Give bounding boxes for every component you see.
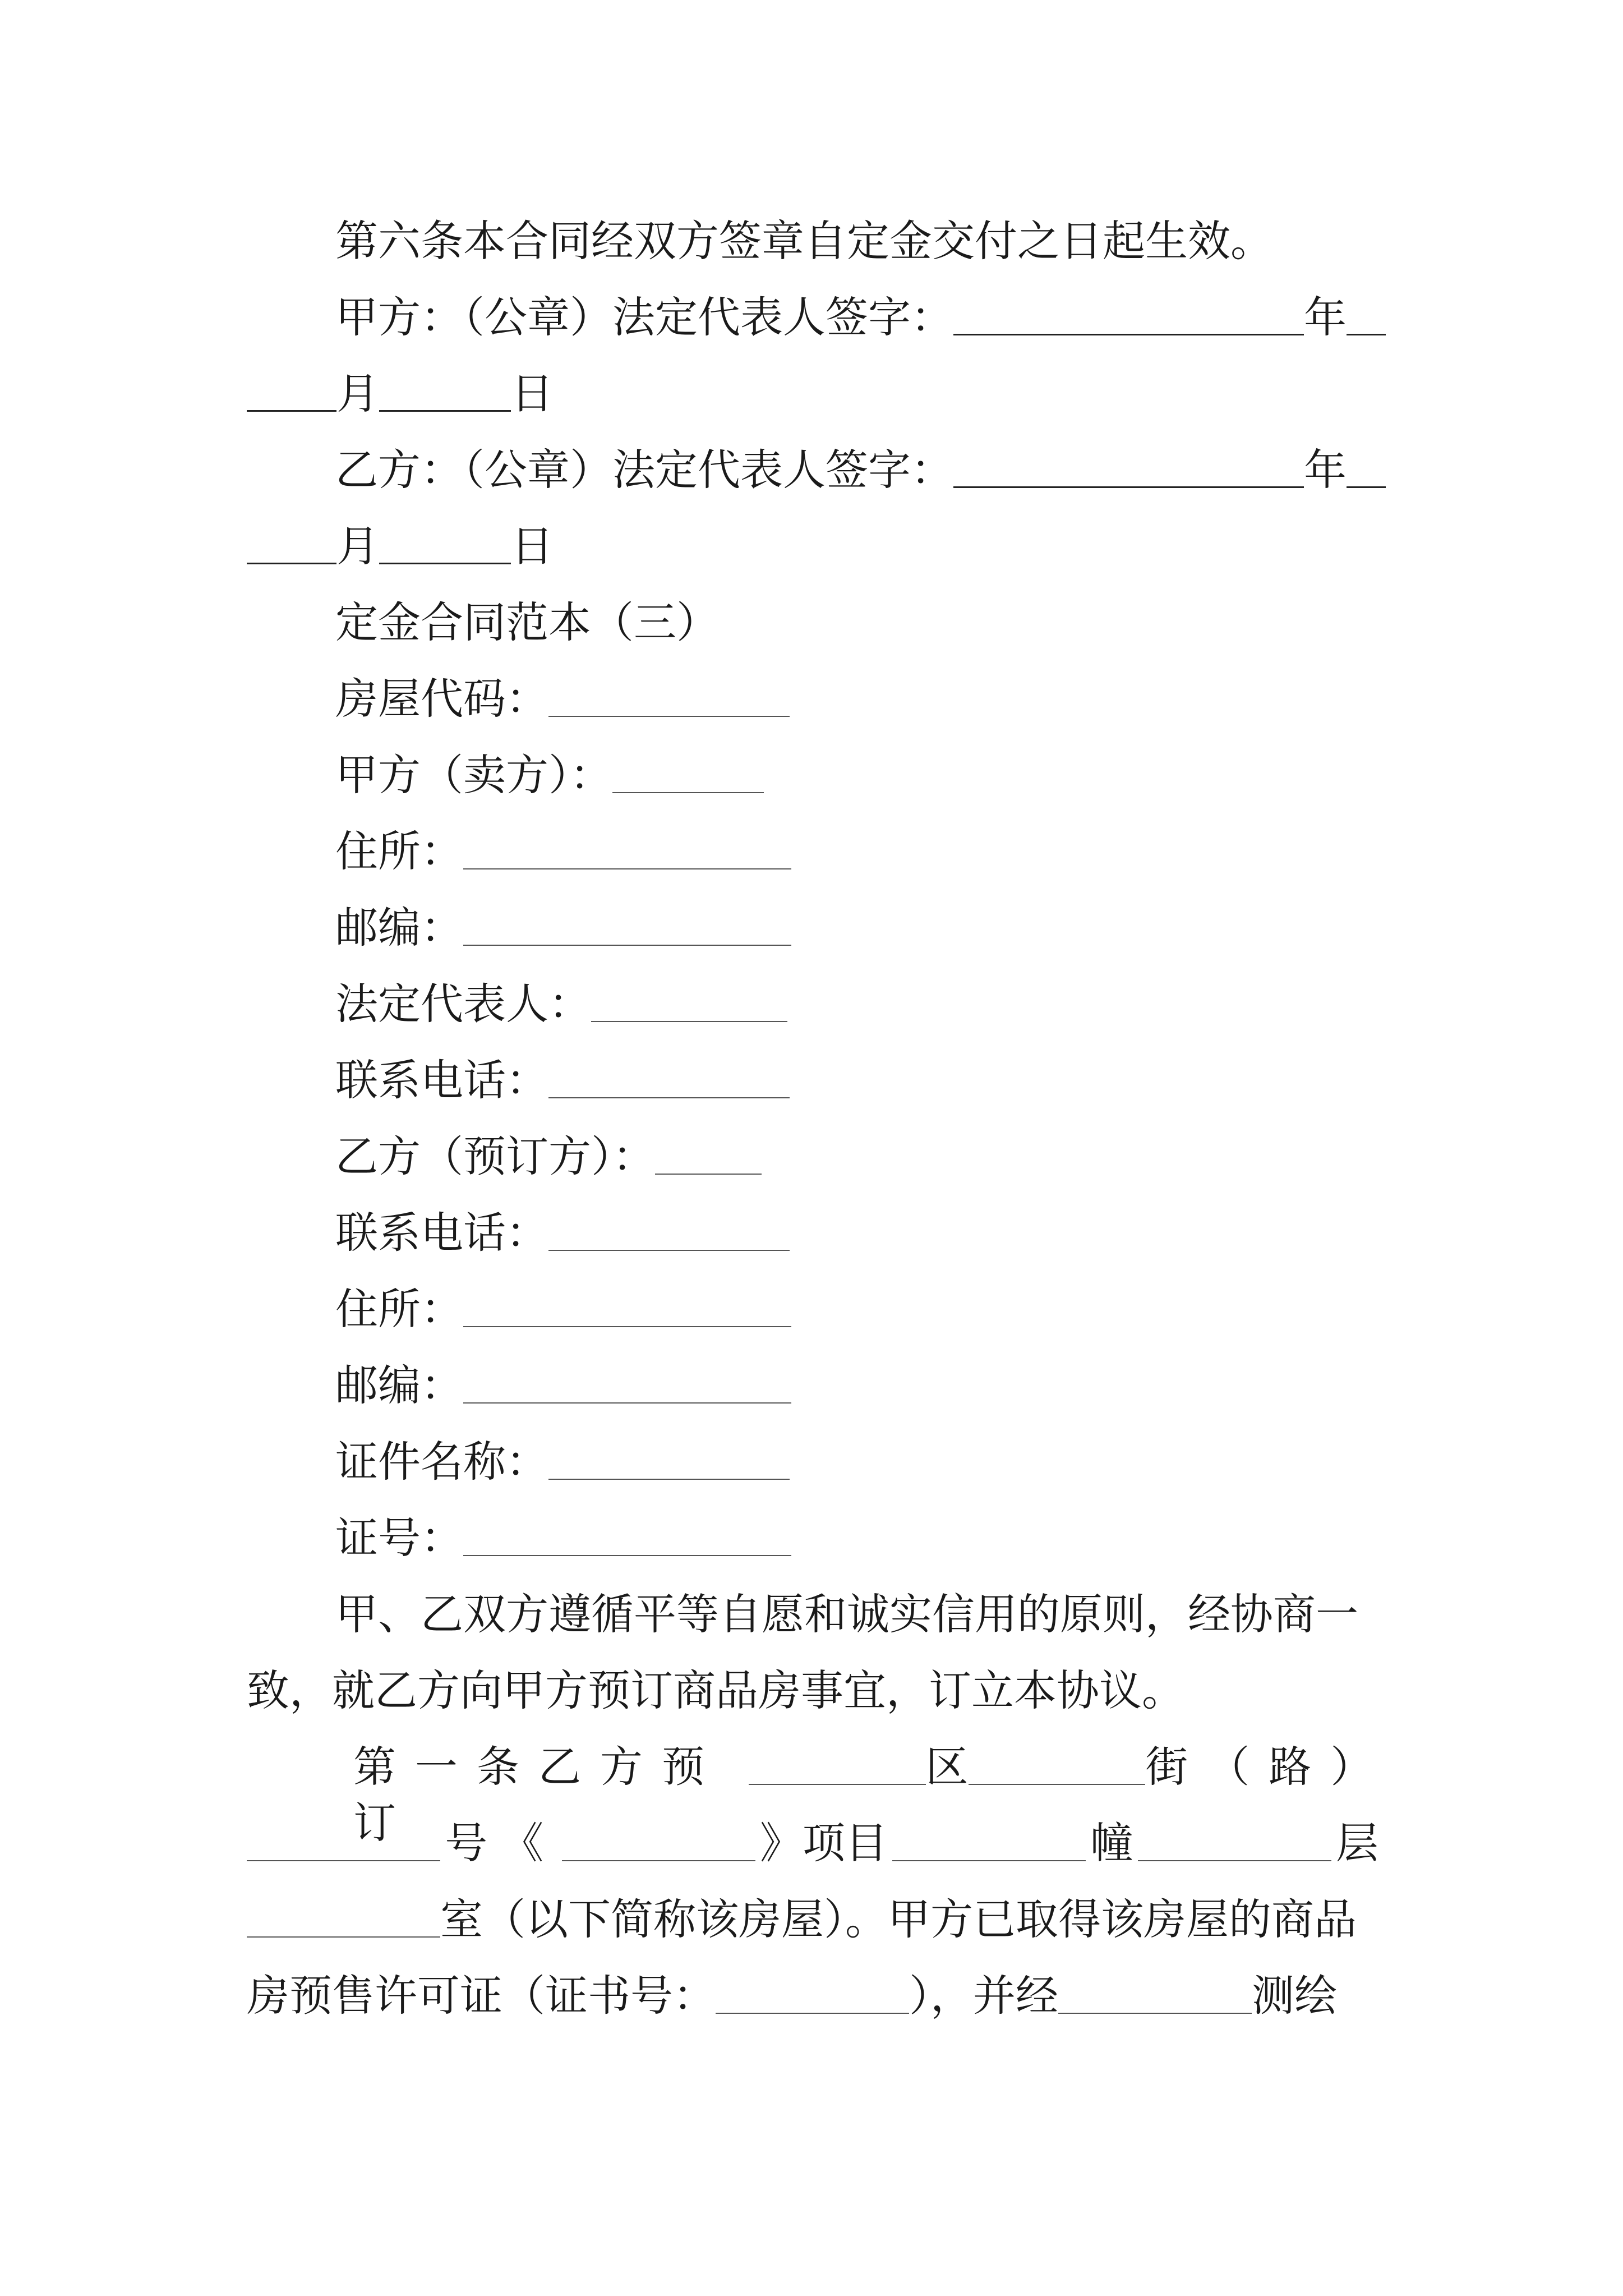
day-label: 日 — [511, 369, 554, 418]
field-label: 联系电话： — [335, 1208, 548, 1258]
month-label: 月 — [336, 369, 379, 418]
party-a-signature-label: 甲方：（公章）法定代表人签字： — [335, 292, 953, 342]
project-label: 》项目 — [759, 1818, 888, 1868]
field-label: 证件名称： — [335, 1437, 548, 1487]
month-blank[interactable] — [379, 366, 511, 422]
room-blank[interactable] — [247, 1892, 440, 1948]
paragraph-1-text-2: 致，就乙方向甲方预订商品房事宜，订立本协议。 — [247, 1665, 1184, 1715]
field-house-code — [335, 671, 790, 727]
paragraph-1-line-2 — [247, 1663, 1184, 1719]
field-legal-rep — [335, 976, 787, 1032]
project-blank[interactable] — [562, 1815, 755, 1871]
floor-blank[interactable] — [1138, 1815, 1331, 1871]
field-blank[interactable] — [548, 1052, 790, 1108]
paragraph-1-line-1 — [335, 1586, 1358, 1642]
field-blank[interactable] — [463, 1281, 791, 1337]
field-label: 住所： — [335, 826, 463, 876]
field-label: 住所： — [335, 1284, 463, 1334]
street-label: 街（路） — [1145, 1742, 1393, 1792]
article-6-text: 第六条本合同经双方签章自定金交付之日起生效。 — [335, 216, 1273, 266]
field-id-no — [335, 1510, 791, 1566]
year-blank[interactable] — [1347, 289, 1386, 346]
field-label: 乙方（预订方）： — [335, 1131, 655, 1181]
field-phone-a — [335, 1052, 790, 1108]
signature-blank[interactable] — [953, 289, 1304, 346]
field-phone-b — [335, 1205, 790, 1261]
field-label: 联系电话： — [335, 1055, 548, 1105]
party-a-signature-line — [335, 289, 1386, 346]
signature-blank[interactable] — [953, 442, 1304, 498]
year-blank-continued[interactable] — [247, 366, 336, 422]
article-1-lead: 第一条乙方预订 — [353, 1742, 723, 1848]
field-label: 证号： — [335, 1513, 463, 1563]
field-postcode-a — [335, 900, 791, 956]
field-blank[interactable] — [463, 1510, 791, 1566]
license-close: ），并经 — [909, 1971, 1058, 2021]
field-label: 房屋代码： — [335, 674, 548, 724]
year-label: 年 — [1304, 445, 1347, 495]
street-blank[interactable] — [969, 1739, 1146, 1795]
field-party-a — [335, 747, 764, 803]
field-address-a — [335, 823, 791, 880]
field-label: 甲方（卖方）： — [335, 750, 612, 800]
template-title-text: 定金合同范本（三） — [335, 597, 719, 647]
article-1-line-4 — [247, 1968, 1337, 2024]
field-postcode-b — [335, 1358, 791, 1414]
year-blank-continued[interactable] — [247, 518, 336, 574]
month-label: 月 — [336, 521, 379, 571]
article-1-line-2 — [247, 1815, 1378, 1871]
district-label: 区 — [925, 1742, 969, 1792]
day-label: 日 — [511, 521, 554, 571]
party-a-date-line — [247, 366, 554, 422]
field-address-b — [335, 1281, 791, 1337]
field-blank[interactable] — [463, 1358, 791, 1414]
party-b-signature-label: 乙方：（公章）法定代表人签字： — [335, 445, 953, 495]
month-blank[interactable] — [379, 518, 511, 574]
party-b-signature-line — [335, 442, 1386, 498]
survey-agency-blank[interactable] — [1058, 1968, 1252, 2024]
year-blank[interactable] — [1347, 442, 1386, 498]
room-text: 室（以下简称该房屋）。甲方已取得该房屋的商品 — [440, 1894, 1357, 1944]
field-blank[interactable] — [612, 747, 764, 803]
field-label: 邮编： — [335, 1360, 463, 1410]
house-number-label: 号《 — [445, 1818, 557, 1868]
district-blank[interactable] — [749, 1739, 926, 1795]
field-party-b — [335, 1129, 762, 1185]
building-label: 幢 — [1090, 1818, 1133, 1868]
field-id-name — [335, 1434, 790, 1490]
article-6 — [335, 213, 1273, 269]
field-label: 法定代表人： — [335, 979, 591, 1029]
field-blank[interactable] — [463, 823, 791, 880]
house-number-blank[interactable] — [247, 1815, 440, 1871]
paragraph-1-text-1: 甲、乙双方遵循平等自愿和诚实信用的原则，经协商一 — [335, 1589, 1358, 1639]
field-blank[interactable] — [655, 1129, 762, 1185]
template-title — [335, 595, 719, 651]
field-label: 邮编： — [335, 903, 463, 953]
building-blank[interactable] — [892, 1815, 1086, 1871]
field-blank[interactable] — [463, 900, 791, 956]
field-blank[interactable] — [548, 1434, 790, 1490]
party-b-date-line — [247, 518, 554, 574]
field-blank[interactable] — [548, 1205, 790, 1261]
license-label: 房预售许可证（证书号： — [247, 1971, 716, 2021]
license-number-blank[interactable] — [716, 1968, 909, 2024]
field-blank[interactable] — [548, 671, 790, 727]
field-blank[interactable] — [591, 976, 787, 1032]
article-1-line-3 — [247, 1892, 1357, 1948]
year-label: 年 — [1304, 292, 1347, 342]
floor-label: 层 — [1335, 1818, 1378, 1868]
survey-label: 测绘 — [1252, 1971, 1337, 2021]
